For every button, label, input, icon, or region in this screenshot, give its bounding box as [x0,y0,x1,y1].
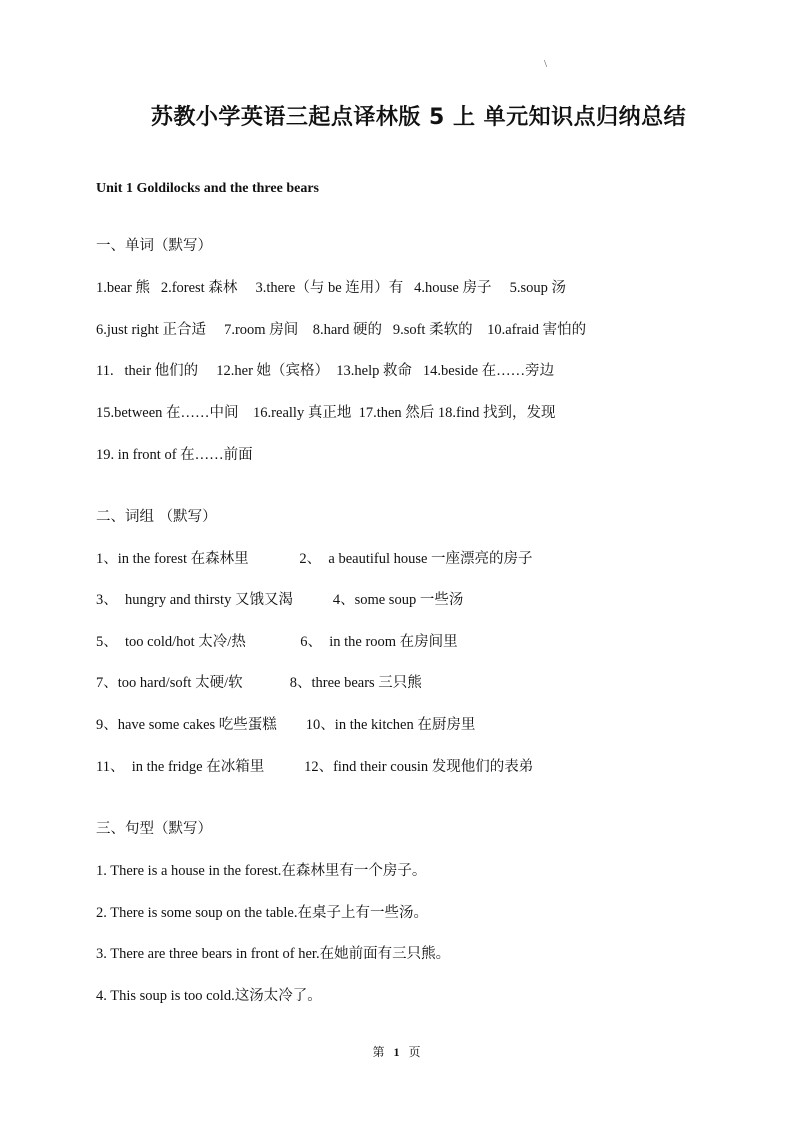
document-title: 苏教小学英语三起点译林版 5 上 单元知识点归纳总结 [150,105,687,130]
page-number: 1 [393,1045,400,1059]
section-heading-sentences: 三、句型（默写） [96,821,212,837]
phrase-line: 1、in the forest 在森林里 2、 a beautiful house 一座漂亮的房子 [96,551,533,567]
phrase-line: 9、have some cakes 吃些蛋糕 10、in the kitchen 在厨房里 [96,717,476,733]
phrase-line: 3、 hungry and thirsty 又饿又渴 4、some soup 一些汤 [96,592,464,608]
section-heading-phrases: 二、词组 （默写） [96,509,217,525]
word-line: 1.bear 熊 2.forest 森林 3.there（与 be 连用）有 4.house 房子 5.soup 汤 [96,280,566,296]
footer-prefix: 第 [372,1045,385,1059]
word-line: 15.between 在……中间 16.really 真正地 17.then 然后 18.find 找到，发现 [96,405,556,421]
page-footer [0,1043,793,1060]
section-heading-words: 一、单词（默写） [96,238,212,254]
phrase-line: 5、 too cold/hot 太冷/热 6、 in the room 在房间里 [96,634,458,650]
corner-mark: \ [544,58,548,70]
sentence-line: 2. There is some soup on the table.在桌子上有一些汤。 [96,905,428,921]
word-line: 11. their 他们的 12.her 她（宾格） 13.help 救命 14.beside 在……旁边 [96,363,555,379]
sentence-line: 4. This soup is too cold.这汤太冷了。 [96,988,322,1004]
phrase-line: 11、 in the fridge 在冰箱里 12、find their cousin 发现他们的表弟 [96,759,534,775]
word-line: 19. in front of 在……前面 [96,447,253,463]
phrase-line: 7、too hard/soft 太硬/软 8、three bears 三只熊 [96,675,422,691]
sentence-line: 1. There is a house in the forest.在森林里有一个房子。 [96,863,427,879]
word-line: 6.just right 正合适 7.room 房间 8.hard 硬的 9.soft 柔软的 10.afraid 害怕的 [96,322,587,338]
unit-title: Unit 1 Goldilocks and the three bears [96,181,319,196]
footer-suffix: 页 [408,1045,421,1059]
sentence-line: 3. There are three bears in front of her.在她前面有三只熊。 [96,946,451,962]
